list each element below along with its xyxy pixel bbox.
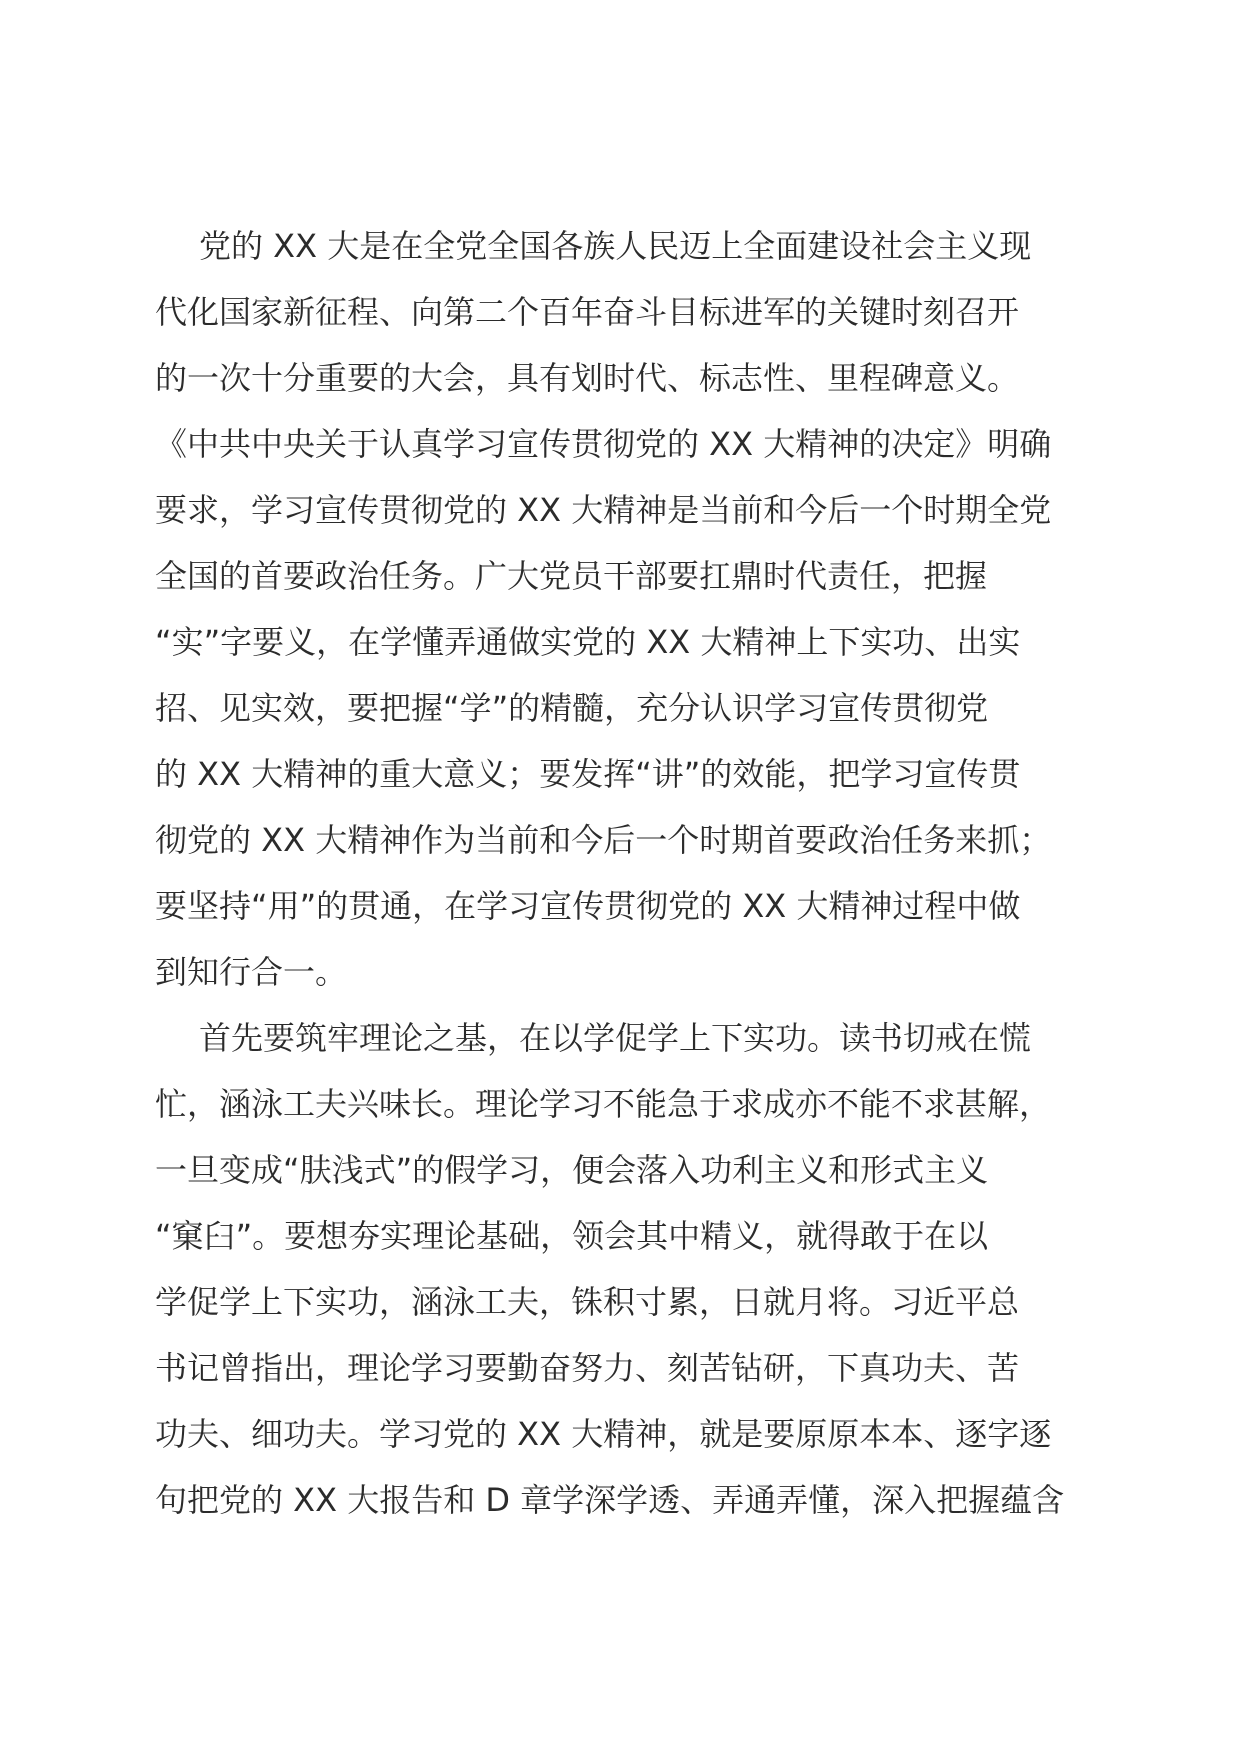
paragraph-line: 的 XX 大精神的重大意义；要发挥“讲”的效能，把学习宣传贯 <box>155 755 1021 793</box>
paragraph-line: 要坚持“用”的贯通，在学习宣传贯彻党的 XX 大精神过程中做 <box>155 887 1021 925</box>
paragraph-line: 一旦变成“肤浅式”的假学习，便会落入功利主义和形式主义 <box>155 1151 989 1189</box>
paragraph-line: 忙，涵泳工夫兴味长。理论学习不能急于求成亦不能不求甚解， <box>155 1085 1052 1123</box>
paragraph-line: 要求，学习宣传贯彻党的 XX 大精神是当前和今后一个时期全党 <box>155 491 1052 529</box>
paragraph-line: “实”字要义，在学懂弄通做实党的 XX 大精神上下实功、出实 <box>155 623 1021 661</box>
paragraph-line: 到知行合一。 <box>155 953 348 991</box>
paragraph-line: 彻党的 XX 大精神作为当前和今后一个时期首要政治任务来抓； <box>155 821 1052 859</box>
paragraph-line: 的一次十分重要的大会，具有划时代、标志性、里程碑意义。 <box>155 359 1020 397</box>
paragraph-line: 句把党的 XX 大报告和 D 章学深学透、弄通弄懂，深入把握蕴含 <box>155 1481 1065 1519</box>
paragraph-line: 招、见实效，要把握“学”的精髓，充分认识学习宣传贯彻党 <box>155 689 989 727</box>
paragraph-line: 《中共中央关于认真学习宣传贯彻党的 XX 大精神的决定》明确 <box>155 425 1052 463</box>
document-body <box>155 213 1100 1533</box>
paragraph-line: 书记曾指出，理论学习要勤奋努力、刻苦钻研，下真功夫、苦 <box>155 1349 1020 1387</box>
paragraph-line: 代化国家新征程、向第二个百年奋斗目标进军的关键时刻召开 <box>155 293 1020 331</box>
paragraph-line: 党的 XX 大是在全党全国各族人民迈上全面建设社会主义现 <box>199 227 1032 265</box>
paragraph-2 <box>155 1005 1100 1533</box>
paragraph-line: 学促学上下实功，涵泳工夫，铢积寸累，日就月将。习近平总 <box>155 1283 1020 1321</box>
paragraph-line: 全国的首要政治任务。广大党员干部要扛鼎时代责任，把握 <box>155 557 988 595</box>
paragraph-line: 首先要筑牢理论之基，在以学促学上下实功。读书切戒在慌 <box>199 1019 1032 1057</box>
paragraph-1 <box>155 213 1100 1005</box>
paragraph-line: 功夫、细功夫。学习党的 XX 大精神，就是要原原本本、逐字逐 <box>155 1415 1052 1453</box>
paragraph-line: “窠臼”。要想夯实理论基础，领会其中精义，就得敢于在以 <box>155 1217 989 1255</box>
